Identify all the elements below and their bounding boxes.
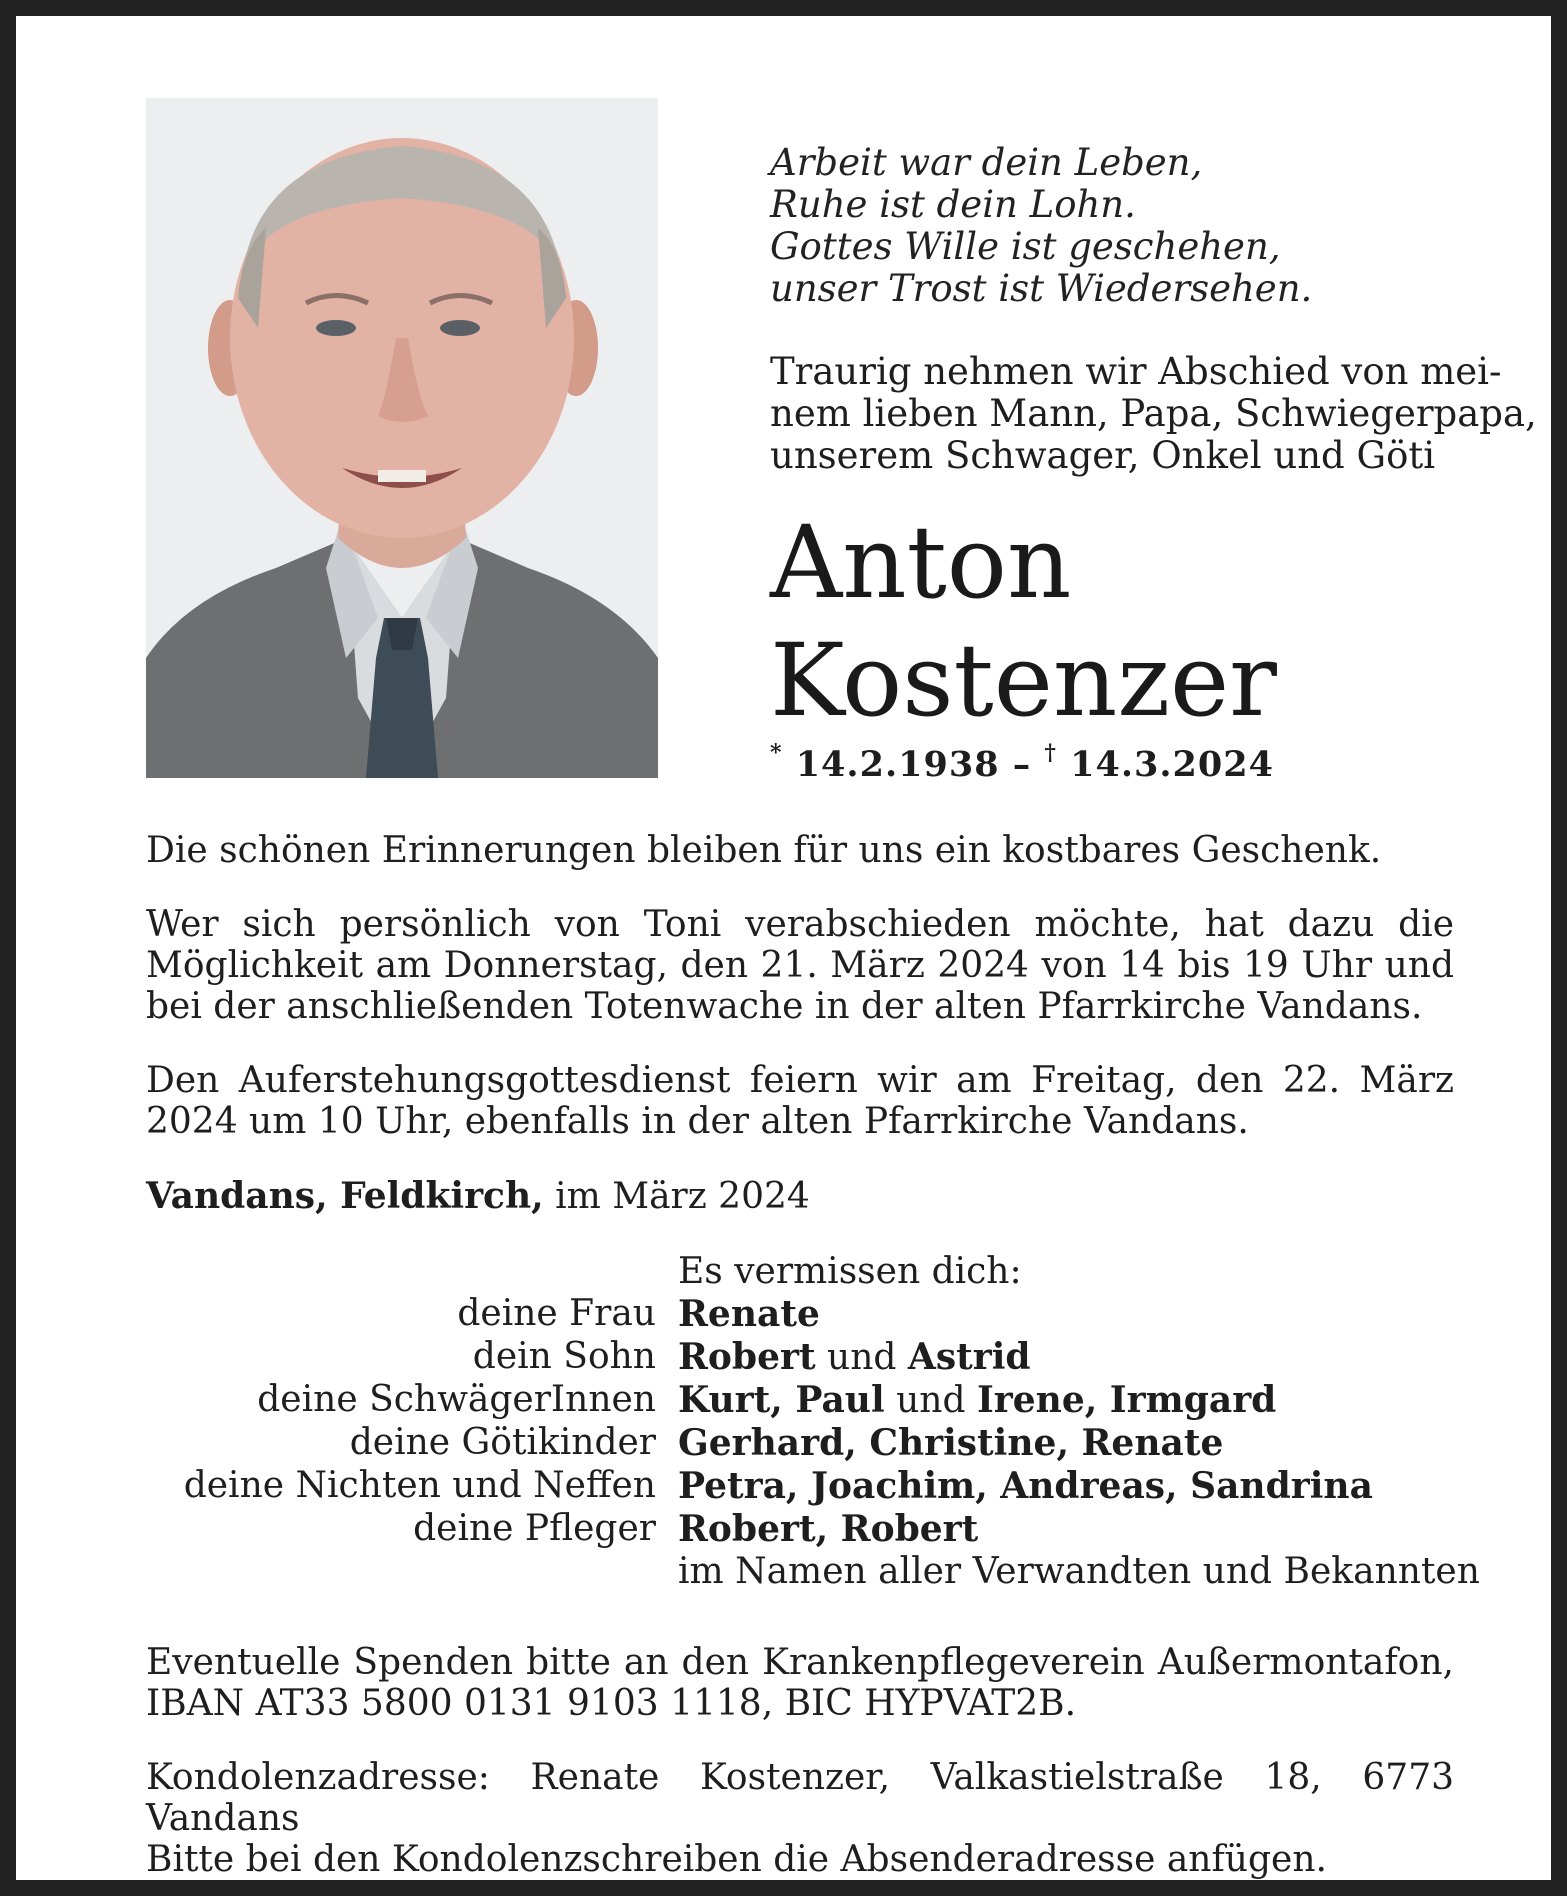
intro-line: Traurig nehmen wir Abschied von mei- — [770, 350, 1502, 393]
family-relation: deine Nichten und Neffen — [183, 1465, 656, 1506]
family-name-part: Irene, Irmgard — [976, 1379, 1277, 1421]
place-date-line — [146, 1176, 1454, 1217]
donation-line: IBAN AT33 5800 0131 9103 1118, BIC HYPVAT2B. — [146, 1683, 1077, 1724]
condolence-note: Bitte bei den Kondolenzschreiben die Absenderadresse anfügen. — [146, 1839, 1327, 1880]
family-names — [678, 1508, 978, 1551]
donation-line: Eventuelle Spenden bitte an den Krankenpflegeverein Außermontafon, — [146, 1642, 1454, 1683]
family-name-part: Gerhard, Christine, Renate — [678, 1422, 1224, 1464]
condolence-paragraph — [146, 1757, 1454, 1880]
family-relation: dein Sohn — [472, 1336, 656, 1377]
family-name-part: Renate — [678, 1293, 820, 1335]
family-relation: deine Götikinder — [349, 1422, 656, 1463]
date-separator: – — [1012, 744, 1032, 785]
life-dates — [770, 740, 1274, 785]
memories-paragraph — [146, 830, 1454, 871]
family-name-part: Kurt, Paul — [678, 1379, 885, 1421]
memories-text: Die schönen Erinnerungen bleiben für uns ein kostbares Geschenk. — [146, 830, 1382, 871]
family-name-part: Petra, Joachim, Andreas, Sandrina — [678, 1465, 1373, 1507]
death-symbol: † — [1044, 740, 1057, 766]
family-relation: deine Pfleger — [413, 1508, 656, 1549]
poem — [770, 142, 1312, 310]
family-rows — [146, 1293, 1454, 1551]
family-names — [678, 1465, 1373, 1508]
family-names — [678, 1379, 1276, 1422]
farewell-paragraph — [146, 904, 1454, 1027]
family-row — [146, 1422, 1454, 1465]
family-names — [678, 1336, 1031, 1379]
place-names: Vandans, Feldkirch, — [146, 1175, 544, 1217]
intro-line: unserem Schwager, Onkel und Göti — [770, 434, 1436, 477]
family-list — [146, 1251, 1480, 1593]
birth-symbol: * — [770, 740, 783, 766]
family-relation: deine SchwägerInnen — [257, 1379, 656, 1420]
family-closing: im Namen aller Verwandten und Bekannten — [678, 1551, 1480, 1592]
deceased-name — [770, 504, 1277, 740]
farewell-intro — [770, 350, 1537, 477]
family-row — [146, 1293, 1454, 1336]
portrait-illustration — [146, 98, 658, 778]
family-relation: deine Frau — [457, 1293, 656, 1334]
portrait-photo — [146, 98, 658, 778]
service-text: Den Auferstehungsgottesdienst feiern wir am Freitag, den 22. März 2024 um 10 Uhr, ebenfalls in der alten Pfarrkirche Vandans. — [146, 1060, 1454, 1142]
family-name-part: Astrid — [907, 1336, 1031, 1378]
death-date: 14.3.2024 — [1070, 744, 1274, 785]
farewell-text: Wer sich persönlich von Toni verabschieden möchte, hat dazu die Möglichkeit am Donnerstag, den 21. März 2024 von 14 bis 19 Uhr und bei der anschließenden Totenwache in der alten Pfarrkirche Vandans. — [146, 904, 1454, 1027]
first-name: Anton — [770, 504, 1072, 621]
place-date: im März 2024 — [555, 1176, 810, 1217]
condolence-address: Kondolenzadresse: Renate Kostenzer, Valkastielstraße 18, 6773 Vandans — [146, 1757, 1454, 1839]
family-name-part: Robert — [678, 1336, 816, 1378]
intro-line: nem lieben Mann, Papa, Schwiegerpapa, — [770, 392, 1537, 435]
family-name-part: und — [884, 1380, 977, 1421]
family-heading: Es vermissen dich: — [678, 1251, 1022, 1292]
family-row — [146, 1465, 1454, 1508]
poem-line: Gottes Wille ist geschehen, — [770, 225, 1281, 268]
family-names — [678, 1422, 1223, 1465]
poem-line: Ruhe ist dein Lohn. — [770, 183, 1136, 226]
birth-date: 14.2.1938 — [795, 744, 1000, 785]
family-names — [678, 1293, 820, 1336]
family-name-part: und — [815, 1337, 908, 1378]
poem-line: unser Trost ist Wiedersehen. — [770, 267, 1313, 310]
service-paragraph — [146, 1060, 1454, 1142]
donation-paragraph — [146, 1642, 1454, 1724]
family-name-part: Robert, Robert — [678, 1508, 979, 1550]
family-row — [146, 1379, 1454, 1422]
family-row — [146, 1508, 1454, 1551]
family-row — [146, 1336, 1454, 1379]
poem-line: Arbeit war dein Leben, — [770, 141, 1203, 184]
last-name: Kostenzer — [770, 622, 1277, 739]
